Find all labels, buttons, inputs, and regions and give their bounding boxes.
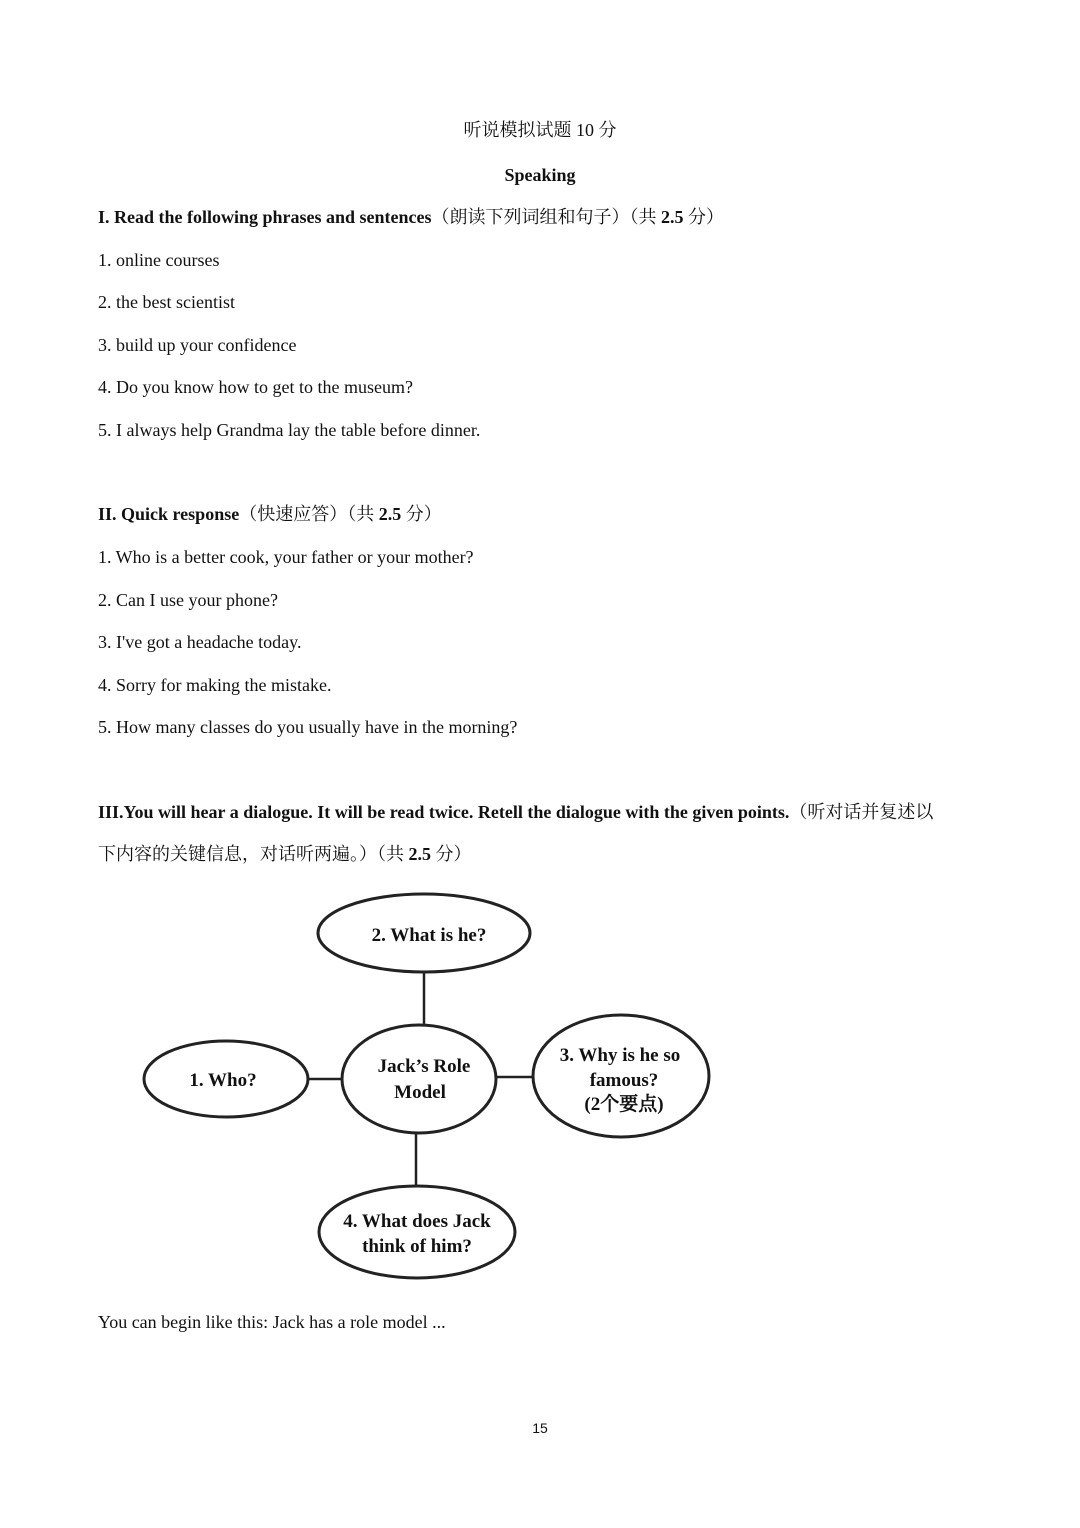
section1-heading-zh-b: 分）: [683, 207, 725, 227]
section1-item: 4. Do you know how to get to the museum?: [98, 377, 413, 397]
section2-heading-zh-a: （快速应答）（共: [239, 504, 379, 524]
section1-heading-en: I. Read the following phrases and sentences: [98, 207, 432, 227]
begin-instruction: You can begin like this: Jack has a role model ...: [98, 1312, 446, 1332]
section2-item: 5. How many classes do you usually have in the morning?: [98, 717, 518, 737]
section1-item: 3. build up your confidence: [98, 335, 297, 355]
node-why-famous-label-1: 3. Why is he so: [559, 1045, 681, 1066]
node-what-does-jack-think-label-2: think of him?: [362, 1236, 472, 1257]
node-what-does-jack-think: [319, 1186, 515, 1278]
section2-heading-en: II. Quick response: [98, 504, 240, 524]
section1-heading-points: 2.5: [661, 207, 684, 227]
section1-item: 2. the best scientist: [98, 292, 235, 312]
section3-heading-zh-line2-a: 下内容的关键信息，对话听两遍。）（共: [98, 844, 409, 864]
node-why-famous-label-2: famous?: [589, 1070, 659, 1091]
node-center-label-2: Model: [394, 1082, 446, 1103]
page-subtitle: [0, 163, 1080, 187]
node-center-label-1: Jack’s Role: [377, 1056, 471, 1077]
section3-heading-zh-line1: （听对话并复述以: [789, 802, 934, 822]
section2-heading-points: 2.5: [378, 504, 402, 524]
section2-item: 4. Sorry for making the mistake.: [98, 675, 332, 695]
section3-heading-line1: [98, 800, 933, 824]
section2-item: 1. Who is a better cook, your father or your mother?: [98, 547, 474, 567]
section3-heading-en: III.You will hear a dialogue. It will be read twice. Retell the dialogue with the given points.: [98, 802, 790, 822]
section1-item: 1. online courses: [98, 250, 220, 270]
page-subtitle-text: Speaking: [504, 165, 576, 185]
section3-heading-points: 2.5: [408, 844, 431, 864]
section2-heading: [98, 502, 442, 526]
node-why-famous-label-3: (2个要点): [584, 1094, 664, 1115]
section2-item: 2. Can I use your phone?: [98, 590, 278, 610]
node-who-label: 1. Who?: [189, 1070, 257, 1091]
page-title: [0, 118, 1080, 142]
section2-heading-zh-b: 分）: [401, 504, 442, 524]
section1-heading: [98, 205, 724, 229]
section3-heading-zh-line2-b: 分）: [431, 844, 472, 864]
section1-item: 5. I always help Grandma lay the table before dinner.: [98, 420, 481, 440]
role-model-diagram: [0, 880, 1080, 1290]
page-title-text: 听说模拟试题 10 分: [463, 120, 617, 140]
node-what-is-he-label: 2. What is he?: [371, 925, 487, 946]
node-what-does-jack-think-label-1: 4. What does Jack: [343, 1211, 491, 1232]
section2-item: 3. I've got a headache today.: [98, 632, 302, 652]
section1-heading-zh-a: （朗读下列词组和句子）（共: [431, 207, 662, 227]
section3-heading-line2: [98, 842, 472, 866]
page-number: 15: [532, 1420, 548, 1436]
node-center: [342, 1025, 496, 1133]
